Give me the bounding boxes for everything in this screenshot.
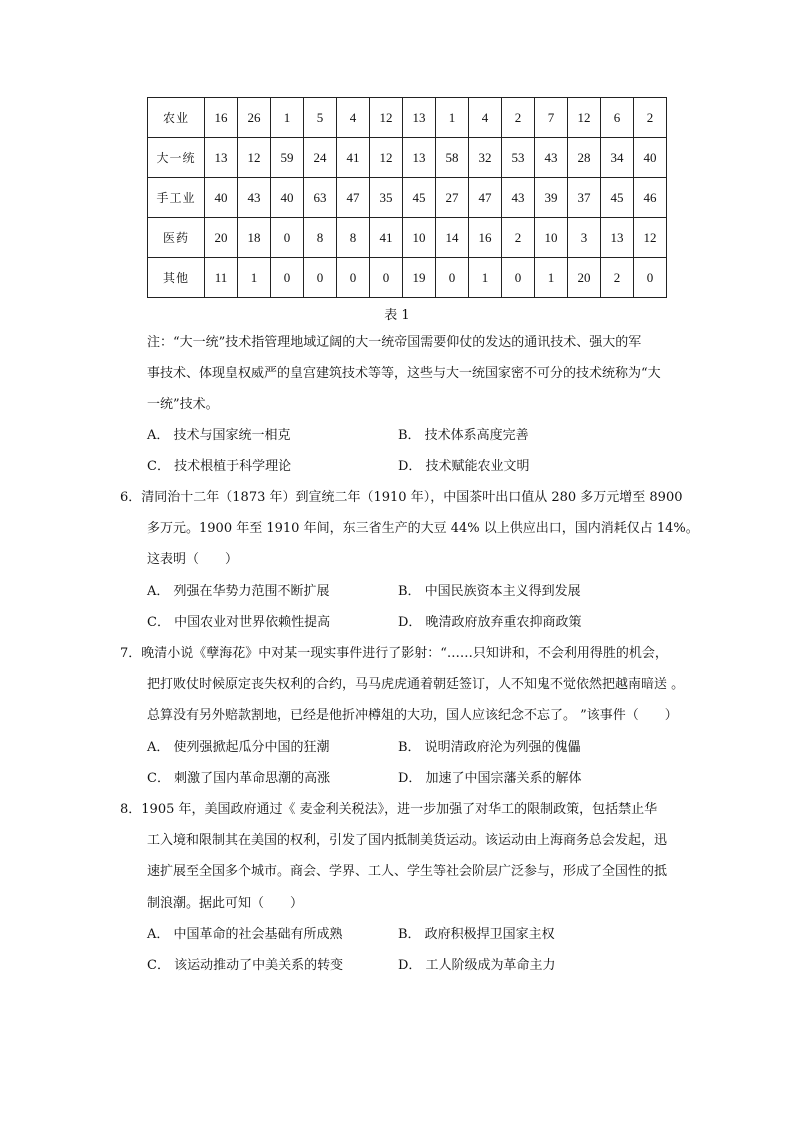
- table-cell: 28: [568, 138, 601, 178]
- row-header: 手工业: [148, 178, 205, 218]
- data-table-body: [148, 98, 667, 298]
- table-cell: 47: [469, 178, 502, 218]
- row-header: 其他: [148, 258, 205, 298]
- table-cell: 20: [205, 218, 238, 258]
- table-cell: 10: [403, 218, 436, 258]
- table-cell: 0: [271, 218, 304, 258]
- table-cell: 10: [535, 218, 568, 258]
- table-cell: 7: [535, 98, 568, 138]
- q6-option-b: B． 中国民族资本主义得到发展: [398, 584, 581, 599]
- table-cell: 19: [403, 258, 436, 298]
- table-cell: 39: [535, 178, 568, 218]
- table-cell: 18: [238, 218, 271, 258]
- table-cell: 32: [469, 138, 502, 178]
- table-cell: 0: [271, 258, 304, 298]
- table-cell: 5: [304, 98, 337, 138]
- table-cell: 12: [568, 98, 601, 138]
- table-cell: 11: [205, 258, 238, 298]
- q8-line-4: 制浪潮。据此可知（ ）: [147, 896, 304, 911]
- table-row: [148, 98, 667, 138]
- table-cell: 34: [601, 138, 634, 178]
- note-line-1: 注：“大一统”技术指管理地域辽阔的大一统帝国需要仰仗的发达的通讯技术、强大的军: [147, 335, 642, 350]
- q8-line-2: 工入境和限制其在美国的权利，引发了国内抵制美货运动。该运动由上海商务总会发起，迅: [147, 833, 668, 848]
- table-cell: 46: [634, 178, 667, 218]
- q6-line-1: 6．清同治十二年（1873 年）到宣统二年（1910 年），中国茶叶出口值从 280 多万元增至 8900: [120, 490, 683, 505]
- table-cell: 8: [337, 218, 370, 258]
- table-cell: 12: [370, 138, 403, 178]
- table-cell: 37: [568, 178, 601, 218]
- q8-option-a: A． 中国革命的社会基础有所成熟: [147, 927, 343, 942]
- table-cell: 1: [535, 258, 568, 298]
- data-table: [147, 97, 667, 298]
- table-cell: 16: [469, 218, 502, 258]
- table-cell: 2: [601, 258, 634, 298]
- table-cell: 63: [304, 178, 337, 218]
- table-cell: 14: [436, 218, 469, 258]
- table-cell: 2: [502, 98, 535, 138]
- table-cell: 43: [502, 178, 535, 218]
- table-cell: 40: [634, 138, 667, 178]
- q6-line-3: 这表明（ ）: [147, 552, 239, 567]
- table-cell: 35: [370, 178, 403, 218]
- table-cell: 2: [634, 98, 667, 138]
- table-cell: 1: [436, 98, 469, 138]
- q8-option-c: C． 该运动推动了中美关系的转变: [147, 958, 344, 973]
- table-cell: 4: [337, 98, 370, 138]
- table-cell: 45: [601, 178, 634, 218]
- table-cell: 8: [304, 218, 337, 258]
- q8-line-1: 8．1905 年，美国政府通过《 麦金利关税法》，进一步加强了对华工的限制政策，包括禁止华: [120, 802, 658, 817]
- table-cell: 0: [370, 258, 403, 298]
- table-cell: 41: [370, 218, 403, 258]
- table-cell: 58: [436, 138, 469, 178]
- note-line-3: 一统”技术。: [147, 397, 219, 412]
- table-row: [148, 218, 667, 258]
- table-cell: 20: [568, 258, 601, 298]
- table-cell: 24: [304, 138, 337, 178]
- table-cell: 1: [469, 258, 502, 298]
- q5-option-a: A． 技术与国家统一相克: [147, 428, 291, 443]
- q5-option-d: D． 技术赋能农业文明: [398, 459, 530, 474]
- table-cell: 40: [271, 178, 304, 218]
- table-cell: 0: [337, 258, 370, 298]
- q6-option-a: A． 列强在华势力范围不断扩展: [147, 584, 330, 599]
- q6-option-d: D． 晚清政府放弃重农抑商政策: [398, 615, 582, 630]
- table-cell: 0: [304, 258, 337, 298]
- table-cell: 0: [436, 258, 469, 298]
- q7-line-1: 7．晚清小说《孽海花》中对某一现实事件进行了影射：“……只知讲和，不会利用得胜的机会，: [120, 646, 668, 661]
- table-cell: 26: [238, 98, 271, 138]
- table-row: [148, 258, 667, 298]
- table-cell: 6: [601, 98, 634, 138]
- table-cell: 41: [337, 138, 370, 178]
- q8-line-3: 速扩展至全国多个城市。商会、学界、工人、学生等社会阶层广泛参与，形成了全国性的抵: [147, 864, 668, 879]
- q7-option-d: D． 加速了中国宗藩关系的解体: [398, 771, 582, 786]
- note-line-2: 事技术、体现皇权威严的皇宫建筑技术等等，这些与大一统国家密不可分的技术统称为“大: [147, 366, 661, 381]
- q8-option-b: B． 政府积极捍卫国家主权: [398, 927, 555, 942]
- q6-option-c: C． 中国农业对世界依赖性提高: [147, 615, 331, 630]
- table-cell: 3: [568, 218, 601, 258]
- q8-option-d: D． 工人阶级成为革命主力: [398, 958, 556, 973]
- table-cell: 16: [205, 98, 238, 138]
- table-cell: 0: [634, 258, 667, 298]
- table-cell: 43: [238, 178, 271, 218]
- q6-line-2: 多万元。1900 年至 1910 年间，东三省生产的大豆 44% 以上供应出口，国内消耗仅占 14%。: [147, 521, 699, 536]
- table-cell: 1: [271, 98, 304, 138]
- table-cell: 27: [436, 178, 469, 218]
- q7-option-a: A． 使列强掀起瓜分中国的狂潮: [147, 740, 330, 755]
- table-cell: 40: [205, 178, 238, 218]
- q7-line-2: 把打败仗时候原定丧失权利的合约，马马虎虎通着朝廷签订，人不知鬼不觉依然把越南暗送 。: [147, 677, 685, 692]
- row-header: 农业: [148, 98, 205, 138]
- table-cell: 13: [601, 218, 634, 258]
- table-cell: 0: [502, 258, 535, 298]
- table-caption: 表 1: [384, 308, 410, 323]
- row-header: 大一统: [148, 138, 205, 178]
- table-row: [148, 178, 667, 218]
- table-cell: 13: [205, 138, 238, 178]
- q7-line-3: 总算没有另外赔款割地，已经是他折冲樽俎的大功，国人应该纪念不忘了。 ”该事件（ ）: [147, 708, 678, 723]
- table-cell: 12: [634, 218, 667, 258]
- table-cell: 12: [238, 138, 271, 178]
- table-cell: 12: [370, 98, 403, 138]
- table-cell: 43: [535, 138, 568, 178]
- table-cell: 4: [469, 98, 502, 138]
- q7-option-c: C． 刺激了国内革命思潮的高涨: [147, 771, 331, 786]
- table-cell: 13: [403, 138, 436, 178]
- table-cell: 53: [502, 138, 535, 178]
- row-header: 医药: [148, 218, 205, 258]
- table-cell: 2: [502, 218, 535, 258]
- table-cell: 47: [337, 178, 370, 218]
- q7-option-b: B． 说明清政府沦为列强的傀儡: [398, 740, 581, 755]
- table-cell: 45: [403, 178, 436, 218]
- table-cell: 1: [238, 258, 271, 298]
- table-cell: 59: [271, 138, 304, 178]
- table-row: [148, 138, 667, 178]
- q5-option-c: C． 技术根植于科学理论: [147, 459, 292, 474]
- q5-option-b: B． 技术体系高度完善: [398, 428, 529, 443]
- table-cell: 13: [403, 98, 436, 138]
